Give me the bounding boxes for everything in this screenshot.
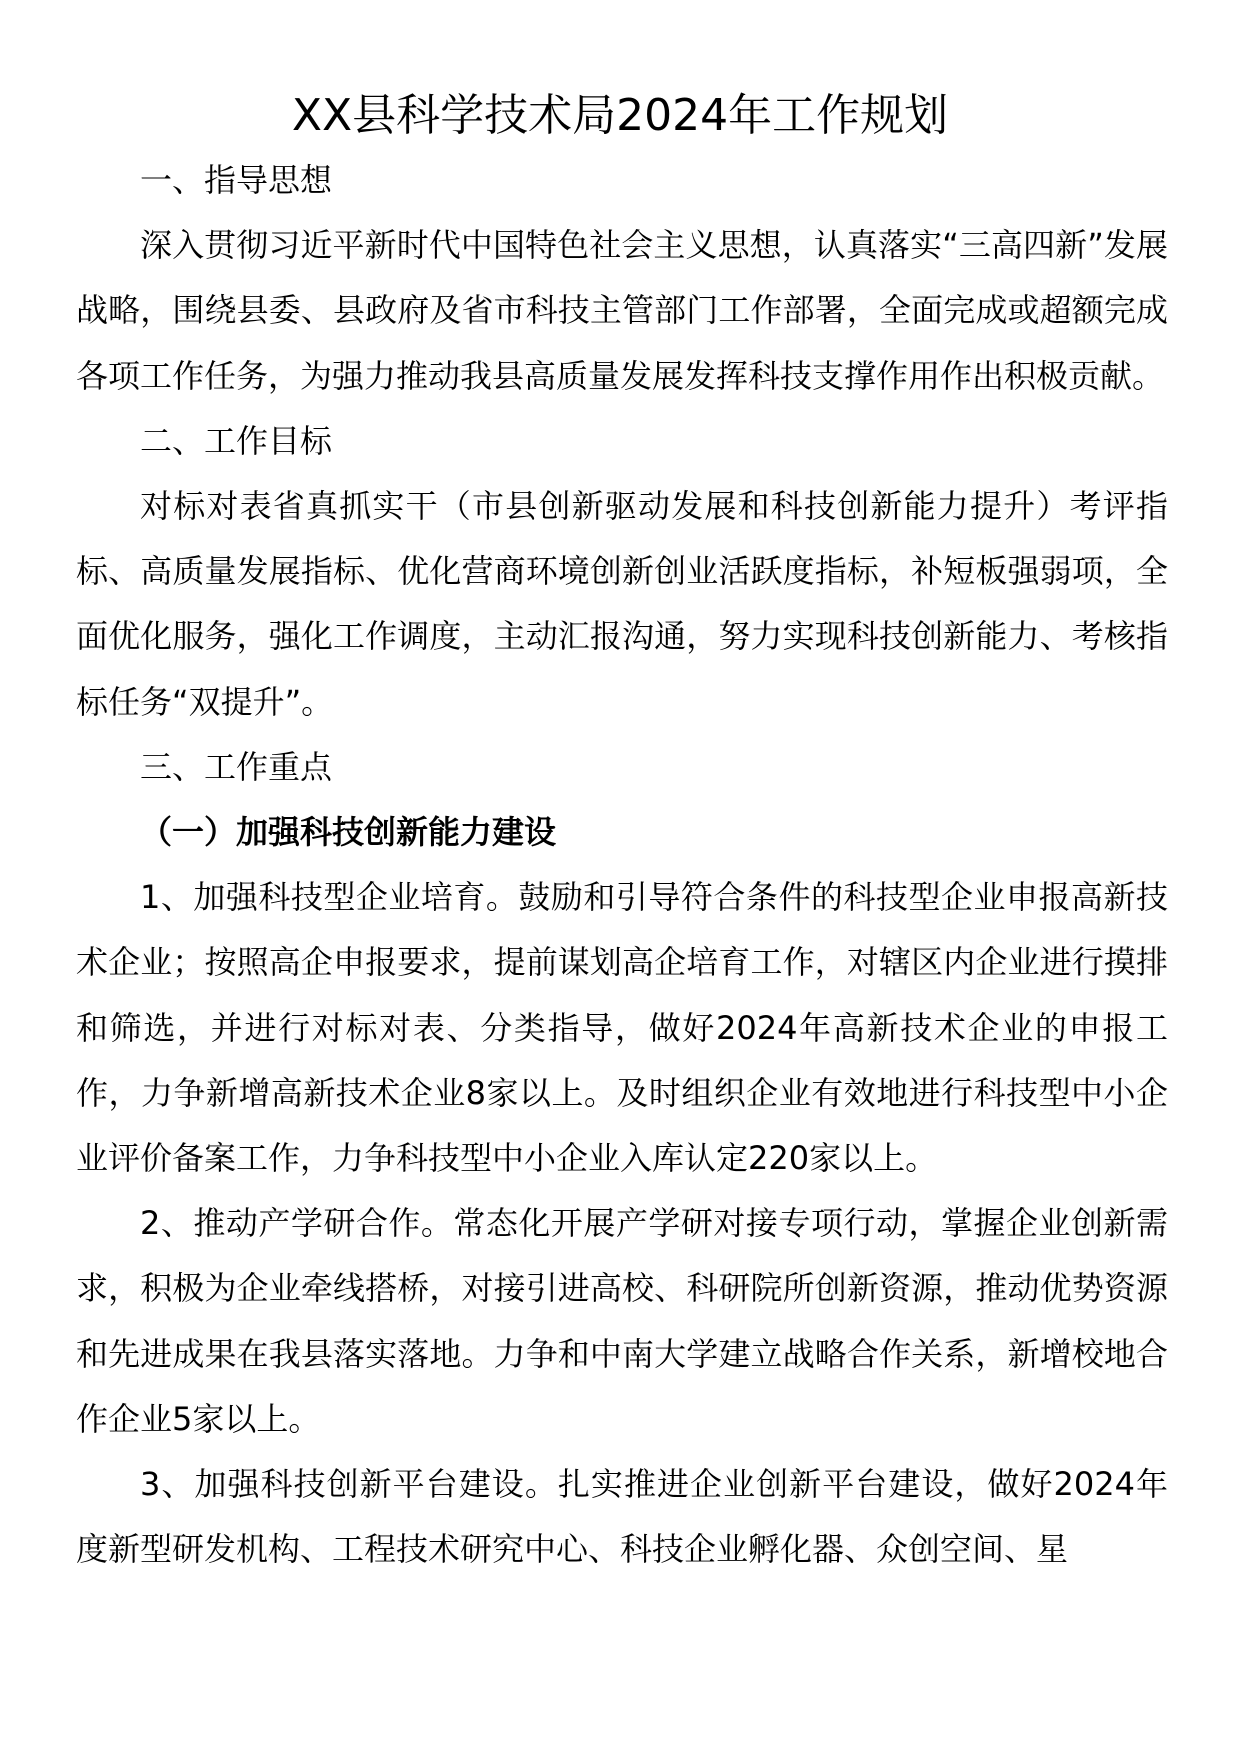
- section-heading-guiding-ideology: 一、指导思想: [140, 161, 333, 199]
- section-heading-work-goals: 二、工作目标: [140, 421, 333, 460]
- paragraph-work-goals: 对标对表省真抓实干（市县创新驱动发展和科技创新能力提升）考评指标、高质量发展指标、优化营商环境创新创业活跃度指标，补短板强弱项，全面优化服务，强化工作调度，主动汇报沟通，努力实现科技创新能力、考核指标任务“双提升”。: [76, 487, 1168, 721]
- paragraph-enterprise-cultivation: 1、加强科技型企业培育。鼓励和引导符合条件的科技型企业申报高新技术企业；按照高企申报要求，提前谋划高企培育工作，对辖区内企业进行摸排和筛选，并进行对标对表、分类指导，做好2024年高新技术企业的申报工作，力争新增高新技术企业8家以上。及时组织企业有效地进行科技型中小企业评价备案工作，力争科技型中小企业入库认定220家以上。: [76, 878, 1168, 1178]
- subheading-innovation-capacity: （一）加强科技创新能力建设: [140, 813, 557, 852]
- document-body: [76, 148, 1168, 1582]
- paragraph-industry-university-research: 2、推动产学研合作。常态化开展产学研对接专项行动，掌握企业创新需求，积极为企业牵线搭桥，对接引进高校、科研院所创新资源，推动优势资源和先进成果在我县落实落地。力争和中南大学建立战略合作关系，新增校地合作企业5家以上。: [76, 1204, 1168, 1438]
- document-title: XX县科学技术局2024年工作规划: [291, 90, 949, 141]
- section-heading-work-priorities: 三、工作重点: [140, 747, 333, 786]
- paragraph-guiding-ideology: 深入贯彻习近平新时代中国特色社会主义思想，认真落实“三高四新”发展战略，围绕县委、县政府及省市科技主管部门工作部署，全面完成或超额完成各项工作任务，为强力推动我县高质量发展发挥科技支撑作用作出积极贡献。: [76, 226, 1168, 395]
- paragraph-innovation-platforms: 3、加强科技创新平台建设。扎实推进企业创新平台建设，做好2024年度新型研发机构、工程技术研究中心、科技企业孵化器、众创空间、星: [76, 1465, 1168, 1569]
